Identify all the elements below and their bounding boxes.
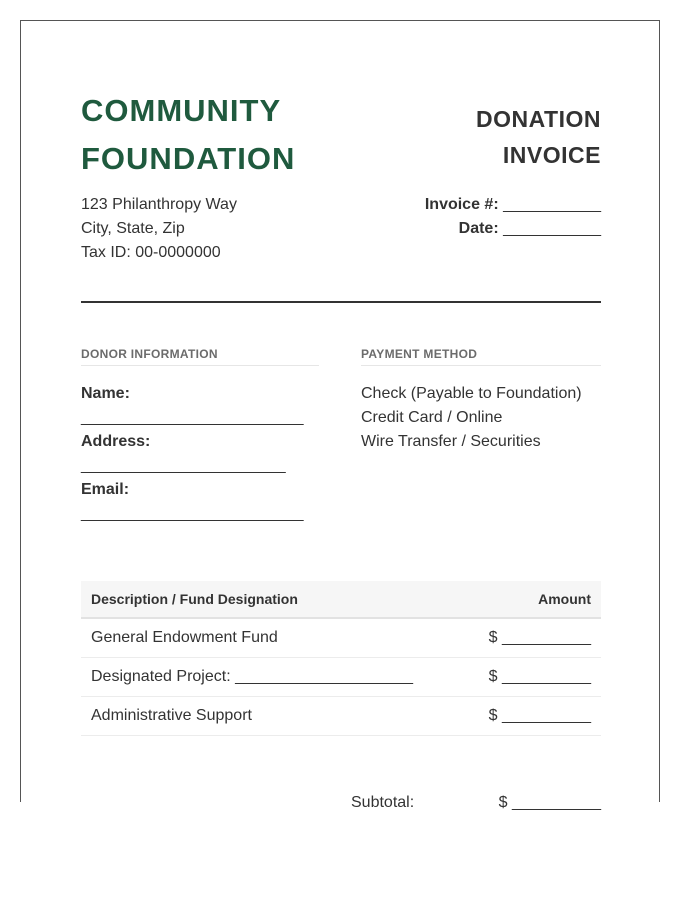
payment-method-heading: PAYMENT METHOD	[361, 347, 601, 366]
tax-id: Tax ID: 00-0000000	[81, 244, 221, 261]
invoice-number-field[interactable]: ___________	[503, 196, 601, 213]
invoice-number-row	[425, 193, 601, 217]
invoice-date-label: Date:	[458, 220, 499, 237]
document-title	[476, 101, 601, 173]
invoice-content	[81, 87, 601, 811]
payment-method-list	[361, 382, 601, 454]
donor-name-label: Name:	[81, 385, 130, 402]
invoice-sheet	[20, 20, 660, 811]
row-amount-field[interactable]: $ __________	[464, 618, 601, 658]
subtotal-row	[351, 791, 601, 815]
row-amount-field[interactable]: $ __________	[464, 658, 601, 697]
invoice-date-field[interactable]: ___________	[503, 220, 601, 237]
donor-email-label: Email:	[81, 481, 130, 498]
donor-email-field[interactable]: _________________________	[81, 505, 304, 522]
payment-method-wire: Wire Transfer / Securities	[361, 433, 541, 450]
invoice-date-row	[425, 217, 601, 241]
subtotal-field[interactable]: $ __________	[498, 794, 601, 811]
amount-column-header: Amount	[464, 581, 601, 618]
description-column-header: Description / Fund Designation	[81, 581, 464, 618]
table-header-row	[81, 581, 601, 618]
donation-items-table	[81, 581, 601, 736]
table-row	[81, 618, 601, 658]
header-divider	[81, 301, 601, 303]
donor-information-heading: DONOR INFORMATION	[81, 347, 319, 366]
invoice-number-label: Invoice #:	[424, 196, 499, 213]
payment-method-card: Credit Card / Online	[361, 409, 503, 426]
organization-address	[81, 193, 237, 265]
organization-name-line2: FOUNDATION	[81, 141, 296, 176]
row-description[interactable]: Designated Project: ____________________	[81, 658, 464, 697]
payment-method-section	[361, 347, 601, 454]
invoice-meta	[425, 193, 601, 241]
organization-name-line1: COMMUNITY	[81, 93, 282, 128]
payment-method-check: Check (Payable to Foundation)	[361, 385, 582, 402]
donor-information-section	[81, 347, 319, 526]
document-title-line2: INVOICE	[502, 142, 601, 168]
row-description: General Endowment Fund	[81, 618, 464, 658]
document-title-line1: DONATION	[476, 106, 601, 132]
donor-address-label: Address:	[81, 433, 151, 450]
donor-address-field[interactable]: _______________________	[81, 457, 286, 474]
donor-name-field[interactable]: _________________________	[81, 409, 304, 426]
address-line2: City, State, Zip	[81, 220, 185, 237]
table-row	[81, 697, 601, 736]
address-line1: 123 Philanthropy Way	[81, 196, 237, 213]
row-description: Administrative Support	[81, 697, 464, 736]
subtotal-label: Subtotal:	[351, 794, 415, 811]
table-row	[81, 658, 601, 697]
row-amount-field[interactable]: $ __________	[464, 697, 601, 736]
